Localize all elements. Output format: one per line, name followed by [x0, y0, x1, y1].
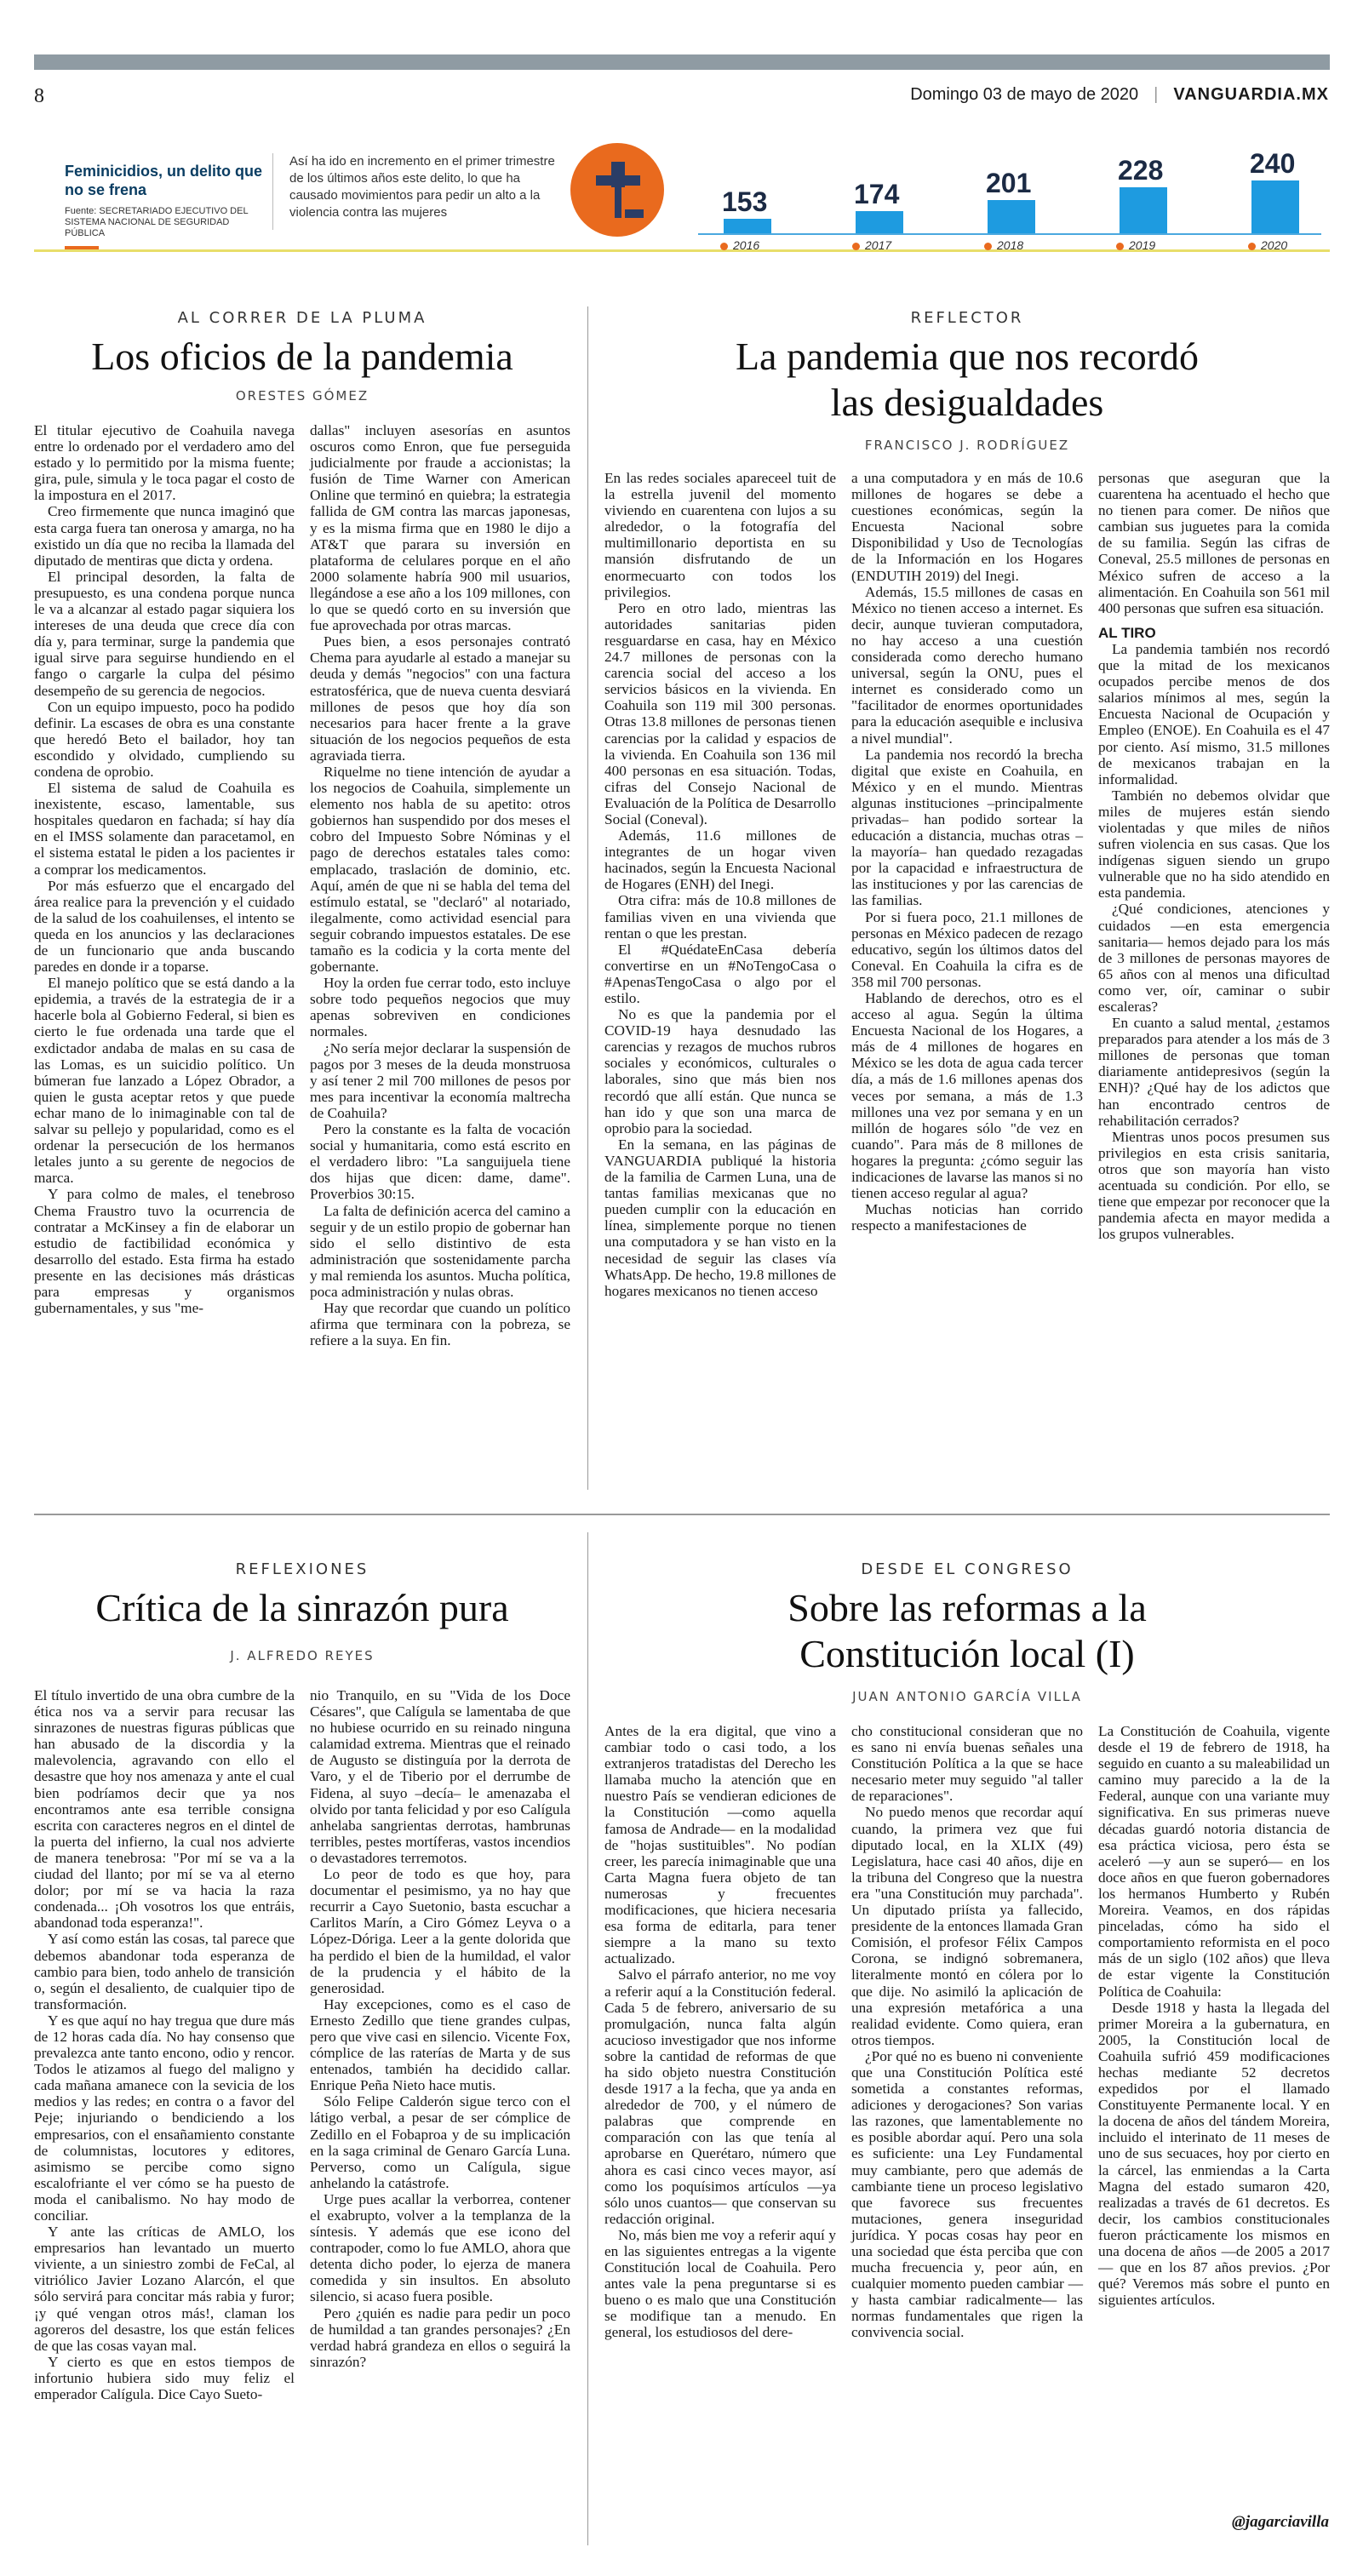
- article-columns: [604, 1723, 1330, 2341]
- article-column: [34, 1687, 295, 2402]
- article-headline: Crítica de la sinrazón pura: [95, 1586, 509, 1629]
- article-paragraph: Y cierto es que en estos tiempos de infortunio hubiera sido muy feliz el emperador Calígula. Dice Cayo Sueto-: [34, 2353, 295, 2403]
- article-column: [1098, 1723, 1330, 2341]
- article-paragraph: Y es que aquí no hay tregua que dure más de 12 horas cada día. No hay consenso que prevalezca ante tanto encono, odio y rencor. Todos le atizamos al fuego del maligno y cada mañana amanece con la sevicia de los medios y las redes; en contra o a favor del Peje; injuriando o bendiciendo a los empresarios, con el ensañamiento constante de columnistas, locutores y editores, asimismo se percibe como signo escalofriante el ver cómo se ha puesto de moda el canibalismo. No hay modo de conciliar.: [34, 2012, 295, 2224]
- chart-bar-2020: [1251, 180, 1299, 233]
- article-reformas-constitucion: [604, 1560, 1330, 2341]
- article-headline: Sobre las reformas a la Constitución local (I): [787, 1586, 1147, 1675]
- article-paragraph: El título invertido de una obra cumbre de la ética nos va a servir para recusar las sinrazones de nuestras figuras públicas que han abusado de la discordia y la malevolencia, agravando con ello el desastre que hoy nos amenaza y ante el cual bien podríamos decir que ya nos encontramos ante esa terrible consigna escrita con caracteres negros en el dintel de la puerta del infierno, la cual nos advierte de manera tenebrosa: "Por mí se va a la ciudad del llanto; por mí se va al eterno dolor; por mí se va hacia la raza condenada... ¡Oh vosotros los que entráis, abandonad toda esperanza!".: [34, 1687, 295, 1932]
- article-paragraph: Y así como están las cosas, tal parece que debemos abandonar toda esperanza de cambio para bien, todo anhelo de transición o, según el desaliento, de cualquier tipo de transformación.: [34, 1931, 295, 2012]
- article-los-oficios: [34, 309, 570, 1348]
- article-paragraph: Mientras unos pocos presumen sus privilegios en esta crisis sanitaria, otros que son mayoría han visto acentuada su condición. Por ello, se tiene que empezar por reconocer que la pandemia afecta en mayor medida a los grupos vulnerables.: [1098, 1128, 1330, 1243]
- article-paragraph: Además, 11.6 millones de integrantes de un hogar viven hacinados, según la Encuesta Nacional de Hogares (ENH) del Inegi.: [604, 827, 836, 893]
- infographic-divider: [272, 153, 273, 230]
- article-byline: JUAN ANTONIO GARCÍA VILLA: [852, 1689, 1082, 1704]
- feminicide-bar-chart: [690, 136, 1330, 252]
- column-divider-top: [587, 306, 588, 1490]
- article-paragraph: Y para colmo de males, el tenebroso Chema Fraustro tuvo la ocurrencia de contratar a McKinsey a fin de elaborar un estudio de factibilidad económica y desarrollo del estado. Esta firma ha estado presente en las decisiones más drásticas para empresas y organismos gubernamentales, y sus "me-: [34, 1186, 295, 1317]
- infographic-title-block: [65, 162, 269, 249]
- article-paragraph: Urge pues acallar la verborrea, contener el exabrupto, volver a la templanza de la síntesis. Y además que ese icono del contrapoder, como lo fue AMLO, ahora que detenta dicho poder, lo ejerza de manera comedida y sin insultos. En absoluto silencio, si acaso fuera posible.: [310, 2190, 570, 2305]
- infographic-source: Fuente: SECRETARIADO EJECUTIVO DEL SISTEMA NACIONAL DE SEGURIDAD PÚBLICA: [65, 206, 249, 238]
- article-paragraph: No puedo menos que recordar aquí cuando, la primera vez que fui diputado local, en la XLIX (49) Legislatura, hace casi 40 años, dije en la tribuna del Congreso que la nuestra era "una Constitución muy parchada". Un diputado priísta ya fallecido, presidente de la entonces llamada Gran Comisión, el profesor Félix Campos Corona, se indignó sobremanera, literalmente montó en cólera por lo que dije. No asimiló la aplicación de una expresión metafórica a una realidad evidente. Como quiera, eran otros tiempos.: [851, 1804, 1083, 2048]
- article-paragraph: Salvo el párrafo anterior, no me voy a referir aquí a la Constitución federal. Cada 5 de febrero, aniversario de su promulgación, nunca falta algún acucioso investigador que nos informe sobre la cantidad de reformas de que ha sido objeto nuestra Constitución desde 1917 a la fecha, que ya anda en alrededor de 700, y el número de palabras que comprende en comparación con las que tenía al aprobarse en Querétaro, número que ahora es casi cinco veces mayor, así como los poquísimos artículos —ya sólo unos cuantos— que conservan su redacción original.: [604, 1966, 836, 2227]
- article-kicker: REFLEXIONES: [235, 1560, 369, 1578]
- article-paragraph: Riquelme no tiene intención de ayudar a los negocios de Coahuila, simplemente un elemento nos habla de su apetito: otros gobiernos han suspendido por dos meses el cobro del Impuesto Sobre Nóminas y el pago de derechos estatales tales como: emplacado, traslación de dominio, etc. Aquí, amén de que ni se habla del tema del estímulo estatal, se "declaró" al notariado, ilegalmente, como actividad esencial para seguir cobrando impuestos estatales. De ese tamaño es la codicia y la corta mente del gobernante.: [310, 763, 570, 976]
- article-critica-sinrazon: [34, 1560, 570, 2402]
- article-paragraph: personas que aseguran que la cuarentena ha acentuado el hecho que no tienen para comer. De niños que cambian sus juguetes para la comida de su familia. Según las cifras de Coneval, 25.5 millones de personas en México sufren de acceso a la alimentación. En Coahuila son 561 mil 400 personas que sufren esa situación.: [1098, 470, 1330, 616]
- article-paragraph: El #QuédateEnCasa debería convertirse en un #NoTengoCasa o #ApenasTengoCasa o algo por el estilo.: [604, 941, 836, 1006]
- article-paragraph: Pues bien, a esos personajes contrató Chema para ayudarle al estado a manejar su deuda y demás "negocios" con una factura estratosférica, que de nueva cuenta desviará millones de pesos que hoy día son necesarios para hacer frente a la grave situación de los negocios pequeños de esta agraviada tierra.: [310, 633, 570, 764]
- article-paragraph: ¿Qué condiciones, atenciones y cuidados —en esta emergencia sanitaria— hemos dejado para los más de 3 millones de personas mayores de 65 años con al menos una dificultad como ver, oír, caminar o subir escaleras?: [1098, 901, 1330, 1015]
- article-columns: [34, 1687, 570, 2402]
- article-paragraph: Hay que recordar que cuando un político afirma que terminara con la pobreza, se refiere a la suya. En fin.: [310, 1300, 570, 1349]
- article-byline: FRANCISCO J. RODRÍGUEZ: [864, 438, 1070, 453]
- article-paragraph: Muchas noticias han corrido respecto a manifestaciones de: [851, 1201, 1083, 1234]
- article-paragraph: dallas" incluyen asesorías en asuntos oscuros como Enron, que fue perseguida judicialmente por fraude a accionistas; la fusión de Time Warner con American Online que terminó en quiebra; la estrategia fallida de GM contra las marcas japonesas, y es la misma firma que en 1980 le dijo a AT&T que parara su inversión en plataforma de celulares porque en el año 2000 solamente habría 900 mil usuarios, llegándose a ese año a los 109 millones, con lo que se quedó corto en su inversión que fue aprovechada por otras marcas.: [310, 422, 570, 634]
- article-paragraph: En la semana, en las páginas de VANGUARDIA publiqué la historia de la familia de Carmen Luna, una de tantas familias mexicanas que no pueden cumplir con la educación en línea, simplemente porque no tienen una computadora y se han visto en la necesidad de seguir las clases vía WhatsApp. De hecho, 19.8 millones de hogares mexicanos no tienen acceso: [604, 1136, 836, 1299]
- chart-value-label: 201: [986, 168, 1032, 198]
- article-paragraph: Hay excepciones, como es el caso de Ernesto Zedillo que tiene grandes culpas, pero que vive casi en silencio. Vicente Fox, cómplice de las raterías de Marta y de sus entenados, también ha decidido callar. Enrique Peña Nieto hace mutis.: [310, 1995, 570, 2094]
- article-paragraph: El titular ejecutivo de Coahuila navega entre lo ordenado por el verdadero amo del estado y lo permitido por la misma fuente; gira, pule, simula y le toca pagar el costo de la impostura en el 2017.: [34, 422, 295, 504]
- article-paragraph: El manejo político que se está dando a la epidemia, a través de la estrategia de ir a hacerle bola al Gobierno Federal, si bien es cierto le fue ordenada una tarde que el exdictador andaba de malas en su casa de las Lomas, es un suicidio político. Un búmeran fue lanzado a López Obrador, a quien le gusta aceptar retos y que puede echar mano de lo inimaginable con tal de salvar su pellejo y popularidad, como es el ordenar la persecución de los hermanos letales junto a su gerente de negocios de marca.: [34, 975, 295, 1187]
- dateline-separator: |: [1154, 85, 1159, 104]
- article-paragraph: Por más esfuerzo que el encargado del área realice para la prevención y el cuidado de la salud de los coahuilenses, el intento se queda en los anuncios y las declaraciones de un funcionario que anda buscando paredes en donde ir a toparse.: [34, 877, 295, 976]
- article-column: [851, 470, 1083, 1299]
- article-paragraph: Por si fuera poco, 21.1 millones de personas en México padecen de rezago educativo, según los últimos datos del Coneval. En Coahuila la cifra es de 358 mil 700 personas.: [851, 908, 1083, 990]
- gavel-icon: [570, 143, 664, 237]
- article-column: [604, 470, 836, 1299]
- article-byline: J. ALFREDO REYES: [230, 1648, 375, 1663]
- article-kicker: REFLECTOR: [910, 309, 1024, 327]
- article-paragraph: cho constitucional consideran que no es sano ni envía buenas señales una Constitución Política a la que se hace necesario meter muy seguido "al taller de reparaciones".: [851, 1723, 1083, 1805]
- article-paragraph: Hoy la orden fue cerrar todo, esto incluye sobre todo pequeños negocios que muy apenas sobreviven en condiciones normales.: [310, 975, 570, 1040]
- article-paragraph: Desde 1918 y hasta la llegada del primer Moreira a la gubernatura, en 2005, la Constitución local de Coahuila sufrió 459 modificaciones hechas mediante 52 decretos expedidos por el llamado Constituyente Permanente local. Y en la docena de años del tándem Moreira, incluido el interinato de 11 meses de uno de sus secuaces, hoy por cierto en la cárcel, las enmiendas a la Carta Magna del estado sumaron 420, realizadas a través de 61 decretos. Es decir, los cambios constitucionales fueron prácticamente los mismos en una docena de años —de 2005 a 2017— que en los 87 años previos. ¿Por qué? Veremos más sobre el punto en siguientes artículos.: [1098, 1999, 1330, 2309]
- article-paragraph: Pero en otro lado, mientras las autoridades sanitarias piden resguardarse en casa, hay en México 24.7 millones de personas con la carencia social del acceso a los servicios básicos en la vivienda. En Coahuila son 119 mil 300 personas. Otras 13.8 millones de personas tienen carencias por la calidad y espacios de la vivienda. En Coahuila son 136 mil 400 personas en esa situación. Todas, cifras del Consejo Nacional de Evaluación de la Política de Desarrollo Social (Coneval).: [604, 599, 836, 827]
- article-column: [310, 1687, 570, 2402]
- article-paragraph: Pero la constante es la falta de vocación social y humanitaria, como está escrito en el verdadero libro: "La sanguijuela tiene dos hijas que dicen: dame, dame". Proverbios 30:15.: [310, 1121, 570, 1203]
- article-paragraph: También no debemos olvidar que miles de mujeres están siendo violentadas y que miles de niños sufren violencia en sus casas. Que los indígenas siguen siendo un grupo vulnerable que no ha sido atendido en esta pandemia.: [1098, 787, 1330, 902]
- article-paragraph: Creo firmemente que nunca imaginó que esta carga fuera tan onerosa y amarga, no ha existido un día que no reciba la llamada del diputado de mentiras que dicta y ordena.: [34, 503, 295, 569]
- article-column: [34, 422, 295, 1348]
- chart-bar-2018: [988, 200, 1035, 233]
- article-paragraph: Antes de la era digital, que vino a cambiar todo o casi todo, a los extranjeros tratadistas del Derecho les llamaba mucho la atención que en nuestro País se vendieran ediciones de la Constitución —como aquella famosa de Andrade— en la modalidad de "hojas sustituibles". No podían creer, les parecía inimaginable que una Carta Magna fuera objeto de tan numerosas y frecuentes modificaciones, que hiciera necesaria esa forma de editarla, para tener siempre a la mano su texto actualizado.: [604, 1723, 836, 1967]
- infographic-description: Así ha ido en incremento en el primer trimestre de los últimos años este delito, lo que ha causado movimientos para pedir un alto a la violencia contra las mujeres: [289, 154, 555, 220]
- article-paragraph: No, más bien me voy a referir aquí y en las siguientes entregas a la vigente Constitución local de Coahuila. Pero antes vale la pena preguntarse si es bueno o es malo que una Constitución se modifique tan a menudo. En general, los estudiosos del dere-: [604, 2226, 836, 2341]
- author-twitter-link[interactable]: @jagarciavilla: [1232, 2513, 1329, 2531]
- article-paragraph: La falta de definición acerca del camino a seguir y de un estilo propio de gobernar han sido el sello distintivo de esta administración que sostenidamente parcha y mal remienda los asuntos. Mucha política, poca administración y nulas obras.: [310, 1202, 570, 1300]
- article-paragraph: Con un equipo impuesto, poco ha podido definir. La escases de obra es una constante que heredó Beto el bailador, hoy tan escondido y olvidado, cumpliendo su condena de oprobio.: [34, 698, 295, 780]
- infographic: [34, 128, 1330, 252]
- chart-value-label: 174: [854, 179, 900, 209]
- article-paragraph: Sólo Felipe Calderón sigue terco con el látigo verbal, a pesar de ser cómplice de Zedillo en el Fobaproa y de su implicación en la saga criminal de Genaro García Luna. Perverso, como un Calígula, sigue anhelando la catástrofe.: [310, 2093, 570, 2191]
- article-paragraph: ¿Por qué no es bueno ni conveniente que una Constitución Política esté sometida a constantes reformas, adiciones y derogaciones? Son varias las razones, que lamentablemente no es posible abordar aquí. Pero una sola es suficiente: una Ley Fundamental muy cambiante, pero que además de cambiante tiene un proceso legislativo que favorece sus frecuentes mutaciones, genera inseguridad jurídica. Y pocas cosas hay peor en una sociedad que ésta perciba que con mucha frecuencia y, peor aún, en cualquier momento pueden cambiar —y hasta cambiar radicalmente— las normas fundamentales que rigen la convivencia social.: [851, 2047, 1083, 2341]
- chart-value-label: 228: [1118, 155, 1164, 186]
- article-paragraph: El sistema de salud de Coahuila es inexistente, escaso, lamentable, sus hospitales quedaron en fachada; sí hay día en el IMSS solamente dan paracetamol, en el sistema estatal le piden a los pacientes ir a comprar los medicamentos.: [34, 780, 295, 878]
- top-rule: [34, 54, 1330, 70]
- article-column: [1098, 470, 1330, 1299]
- article-paragraph: a una computadora y en más de 10.6 millones de hogares se debe a cuestiones económicas, según la Encuesta Nacional sobre Disponibilidad y Uso de Tecnologías de la Información en los Hogares (ENDUTIH 2019) del Inegi.: [851, 470, 1083, 584]
- chart-category-label: 2017: [852, 238, 891, 252]
- article-columns: [34, 422, 570, 1348]
- article-paragraph: La pandemia también nos recordó que la mitad de los mexicanos ocupados percibe menos de dos salarios mínimos al mes, según la Encuesta Nacional de Ocupación y Empleo (ENOE). En Coahuila es el 47 por ciento. Así mismo, 31.5 millones de mexicanos trabajan en la informalidad.: [1098, 640, 1330, 787]
- chart-bar-2016: [724, 219, 771, 233]
- article-paragraph: La Constitución de Coahuila, vigente desde el 19 de febrero de 1918, ha seguido en cuanto a su maleabilidad un camino muy parecido a la de la Federal, aunque con una variante muy significativa. En sus primeras nueve décadas guardó notoria distancia de esa práctica viciosa, pero ésta se aceleró —y aun se superó— en los doce años en que fueron gobernadores los hermanos Humberto y Rubén Moreira. Veamos, en dos rápidas pinceladas, cómo ha sido el comportamiento reformista en el poco más de un siglo (102 años) que lleva de estar vigente la Constitución Política de Coahuila:: [1098, 1723, 1330, 2000]
- article-kicker: AL CORRER DE LA PLUMA: [177, 309, 427, 327]
- article-paragraph: No es que la pandemia por el COVID-19 haya desnudado las carencias y rezagos de muchos rubros sociales y económicos, culturales o laborales, sino que más bien nos recordó que allí están. Que nunca se han ido y que son una marca de oprobio para la sociedad.: [604, 1006, 836, 1136]
- article-column: [604, 1723, 836, 2341]
- article-la-pandemia: [604, 309, 1330, 1299]
- chart-category-label: 2019: [1116, 238, 1155, 252]
- page-number: 8: [34, 85, 44, 107]
- article-kicker: DESDE EL CONGRESO: [861, 1560, 1074, 1578]
- chart-category-label: 2020: [1248, 238, 1287, 252]
- article-column: [851, 1723, 1083, 2341]
- article-byline: ORESTES GÓMEZ: [235, 388, 369, 404]
- article-paragraph: La pandemia nos recordó la brecha digital que existe en Coahuila, en México y en el mundo. Mientras algunas instituciones –principalmente privadas– han podido sortear la educación a distancia, muchas otras –la mayoría– han quedado rezagadas por la capacidad e infraestructura de las instituciones y por las carencias de las familias.: [851, 746, 1083, 909]
- column-divider-bottom: [587, 1532, 588, 2545]
- article-paragraph: Además, 15.5 millones de casas en México no tienen acceso a internet. Es decir, aunque tuvieran computadora, no hay acceso a una cuestión considerada como derecho humano universal, según la ONU, pues el internet es considerado como un "facilitador de enormes oportunidades para la educación asequible e inclusiva a nivel mundial".: [851, 583, 1083, 747]
- article-paragraph: El principal desorden, la falta de presupuesto, es una condena porque nunca le va a alcanzar al estado pagar siquiera los intereses de una deuda que crece día con día y, para terminar, surge la pandemia que igual sirve para seguirse hundiendo en el fango o cargarle la culpa del pésimo desempeño de su gerencia de negocios.: [34, 568, 295, 699]
- chart-category-label: 2018: [984, 238, 1023, 252]
- brand-link[interactable]: VANGUARDIA.MX: [1173, 85, 1329, 104]
- article-paragraph: ¿No sería mejor declarar la suspensión de pagos por 3 meses de la deuda monstruosa y así tener 2 mil 700 millones de pesos por mes para incentivar la economía maltrecha de Coahuila?: [310, 1039, 570, 1121]
- chart-value-label: 240: [1250, 148, 1296, 179]
- chart-bar-2017: [856, 211, 903, 233]
- chart-bar-2019: [1120, 187, 1167, 233]
- date: Domingo 03 de mayo de 2020: [910, 85, 1139, 104]
- article-paragraph: En cuanto a salud mental, ¿estamos preparados para atender a los más de 3 millones de personas que toman diariamente antidepresivos (según la ENH)? ¿Qué hay de los adictos que han encontrado centros de rehabilitación cerrados?: [1098, 1015, 1330, 1129]
- infographic-accent-bar: [65, 246, 99, 249]
- article-paragraph: nio Tranquilo, en su "Vida de los Doce Césares", que Calígula se lamentaba de que no hubiese ocurrido en su reinado ninguna calamidad extrema. Mientras que el reinado de Augusto se distinguía por la derrota de Varo, y el de Tiberio por el derrumbe de Fidena, al suyo –decía– le amenazaba el olvido por tanta felicidad y por eso Calígula anhelaba sangrientas derrotas, hambrunas terribles, pestes mortíferas, vastos incendios o devastadores terremotos.: [310, 1687, 570, 1866]
- article-paragraph: Lo peor de todo es que hoy, para documentar el pesimismo, ya no hay que recurrir a Cayo Suetonio, basta escuchar a Carlitos Marín, a Ciro Gómez Leyva o a López-Dóriga. Leer a la gente dolorida que ha perdido el bien de la humildad, el valor de la prudencia y el hábito de la generosidad.: [310, 1866, 570, 1996]
- article-subhead: AL TIRO: [1098, 624, 1156, 641]
- section-divider-middle: [34, 1514, 1330, 1515]
- article-paragraph: Pero ¿quién es nadie para pedir un poco de humildad a tan grandes personajes? ¿En verdad habrá grandeza en ellos o seguirá la sinrazón?: [310, 2304, 570, 2370]
- article-paragraph: Hablando de derechos, otro es el acceso al agua. Según la última Encuesta Nacional de los Hogares, a más de 4 millones de hogares en México se les dota de agua cada tercer día, a más de 1.6 millones apenas dos veces por semana, a más de 1.3 millones una vez por semana y en un millón de hogares sólo "de vez en cuando". Para más de 8 millones de hogares la pregunta: ¿cómo seguir las indicaciones de lavarse las manos si no tienen acceso regular al agua?: [851, 990, 1083, 1202]
- article-headline: La pandemia que nos recordó las desigualdades: [735, 335, 1200, 424]
- dateline: [910, 85, 1329, 105]
- chart-baseline: [698, 233, 1321, 235]
- chart-value-label: 153: [722, 186, 768, 217]
- article-headline: Los oficios de la pandemia: [91, 335, 513, 378]
- article-columns: [604, 470, 1330, 1299]
- article-paragraph: Otra cifra: más de 10.8 millones de familias viven en una vivienda que rentan o que les prestan.: [604, 892, 836, 942]
- article-paragraph: En las redes sociales apareceel tuit de la estrella juvenil del momento viviendo en cuarentena con lujos a su alrededor, o la fotografía del multimillonario deportista en su mansión disfrutando de un enormecuarto con todos los privilegios.: [604, 470, 836, 600]
- chart-category-label: 2016: [720, 238, 759, 252]
- infographic-title: Feminicidios, un delito que no se frena: [65, 163, 263, 198]
- article-column: [310, 422, 570, 1348]
- article-paragraph: Y ante las críticas de AMLO, los empresarios han levantado un muerto viviente, a un siniestro zombi de FeCal, al vitriólico Javier Lozano Alarcón, el que sólo servirá para concitar más rabia y furor; ¡y qué vengan otros más!, claman los agoreros del desastre, los que están felices de que las cosas vayan mal.: [34, 2224, 295, 2354]
